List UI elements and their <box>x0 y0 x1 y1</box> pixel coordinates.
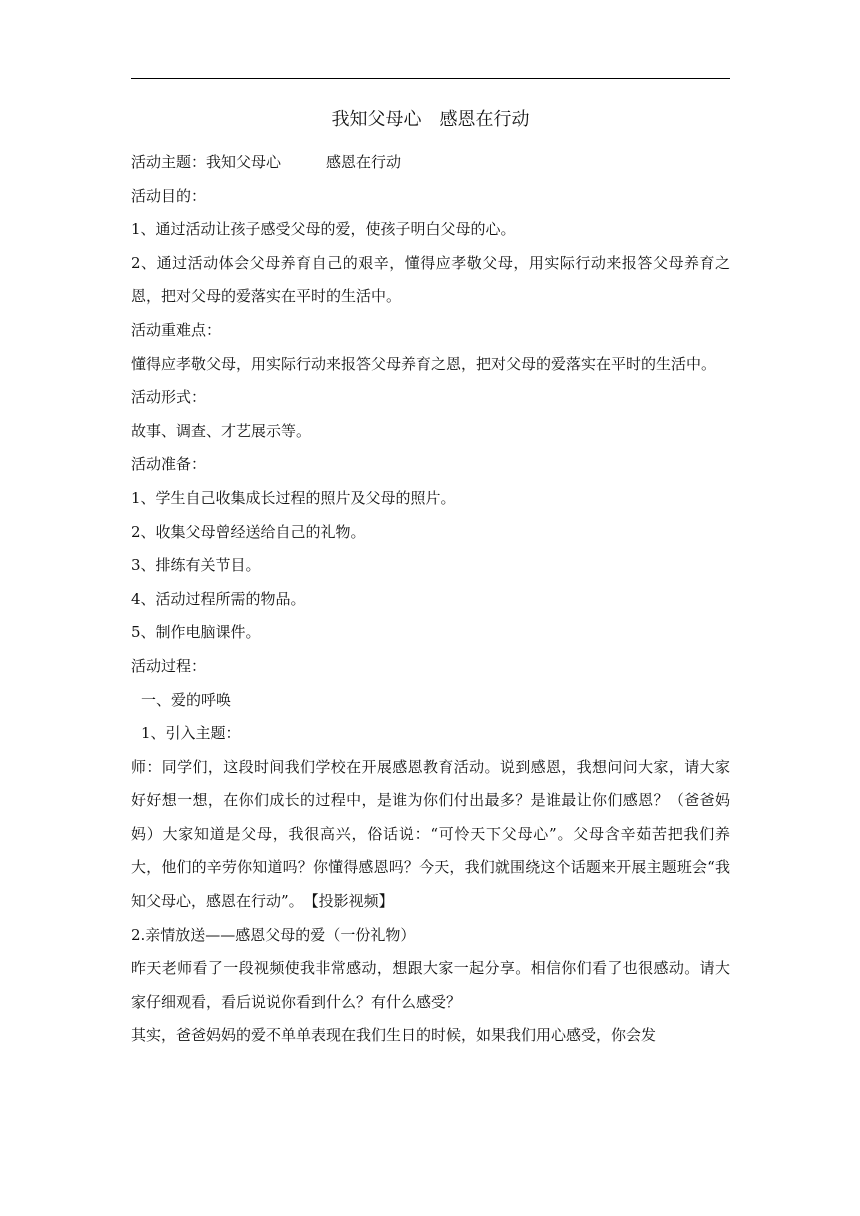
list-item: 1、通过活动让孩子感受父母的爱，使孩子明白父母的心。 <box>131 220 516 239</box>
document-body <box>131 108 730 1053</box>
document-title: 我知父母心 感恩在行动 <box>331 109 530 130</box>
section-heading: 活动目的： <box>131 186 207 205</box>
list-item: 1、学生自己收集成长过程的照片及父母的照片。 <box>131 488 456 507</box>
list-item: 2、收集父母曾经送给自己的礼物。 <box>131 522 366 541</box>
paragraph: 其实，爸爸妈妈的爱不单单表现在我们生日的时候，如果我们用心感受，你会发 <box>131 1026 657 1045</box>
section-heading: 活动准备： <box>131 455 207 474</box>
section-heading: 活动过程： <box>131 656 207 675</box>
section-heading: 活动形式： <box>131 388 207 407</box>
section-heading: 活动重难点： <box>131 320 222 339</box>
paragraph: 师：同学们，这段时间我们学校在开展感恩教育活动。说到感恩，我想问问大家，请大家好好想一想，在你们成长的过程中，是谁为你们付出最多？是谁最让你们感恩？（爸爸妈妈）大家知道是父母，我很高兴，俗话说：“可怜天下父母心”。父母含辛茹苦把我们养大，他们的辛劳你知道吗？你懂得感恩吗？今天，我们就围绕这个话题来开展主题班会“我知父母心，感恩在行动”。 【投影视频】 <box>131 757 730 911</box>
subsection-heading: 一、爱的呼唤 <box>141 690 232 709</box>
subsection-heading: 1、引入主题： <box>141 724 241 743</box>
list-item: 5、制作电脑课件。 <box>131 623 261 642</box>
paragraph: 活动主题：我知父母心 感恩在行动 <box>131 153 402 171</box>
list-item: 2、通过活动体会父母养育自己的艰辛，懂得应孝敬父母，用实际行动来报答父母养育之恩，把对父母的爱落实在平时的生活中。 <box>131 253 730 306</box>
list-item: 3、排练有关节目。 <box>131 556 261 575</box>
paragraph: 故事、调查、才艺展示等。 <box>131 421 312 440</box>
paragraph: 懂得应孝敬父母，用实际行动来报答父母养育之恩，把对父母的爱落实在平时的生活中。 <box>131 354 717 373</box>
list-item: 4、活动过程所需的物品。 <box>131 589 306 608</box>
paragraph: 昨天老师看了一段视频使我非常感动，想跟大家一起分享。相信你们看了也很感动。请大家仔细观看，看后说说你看到什么？有什么感受？ <box>131 959 730 1011</box>
subsection-heading: 2.亲情放送——感恩父母的爱（一份礼物） <box>131 925 416 944</box>
header-rule <box>131 78 730 79</box>
